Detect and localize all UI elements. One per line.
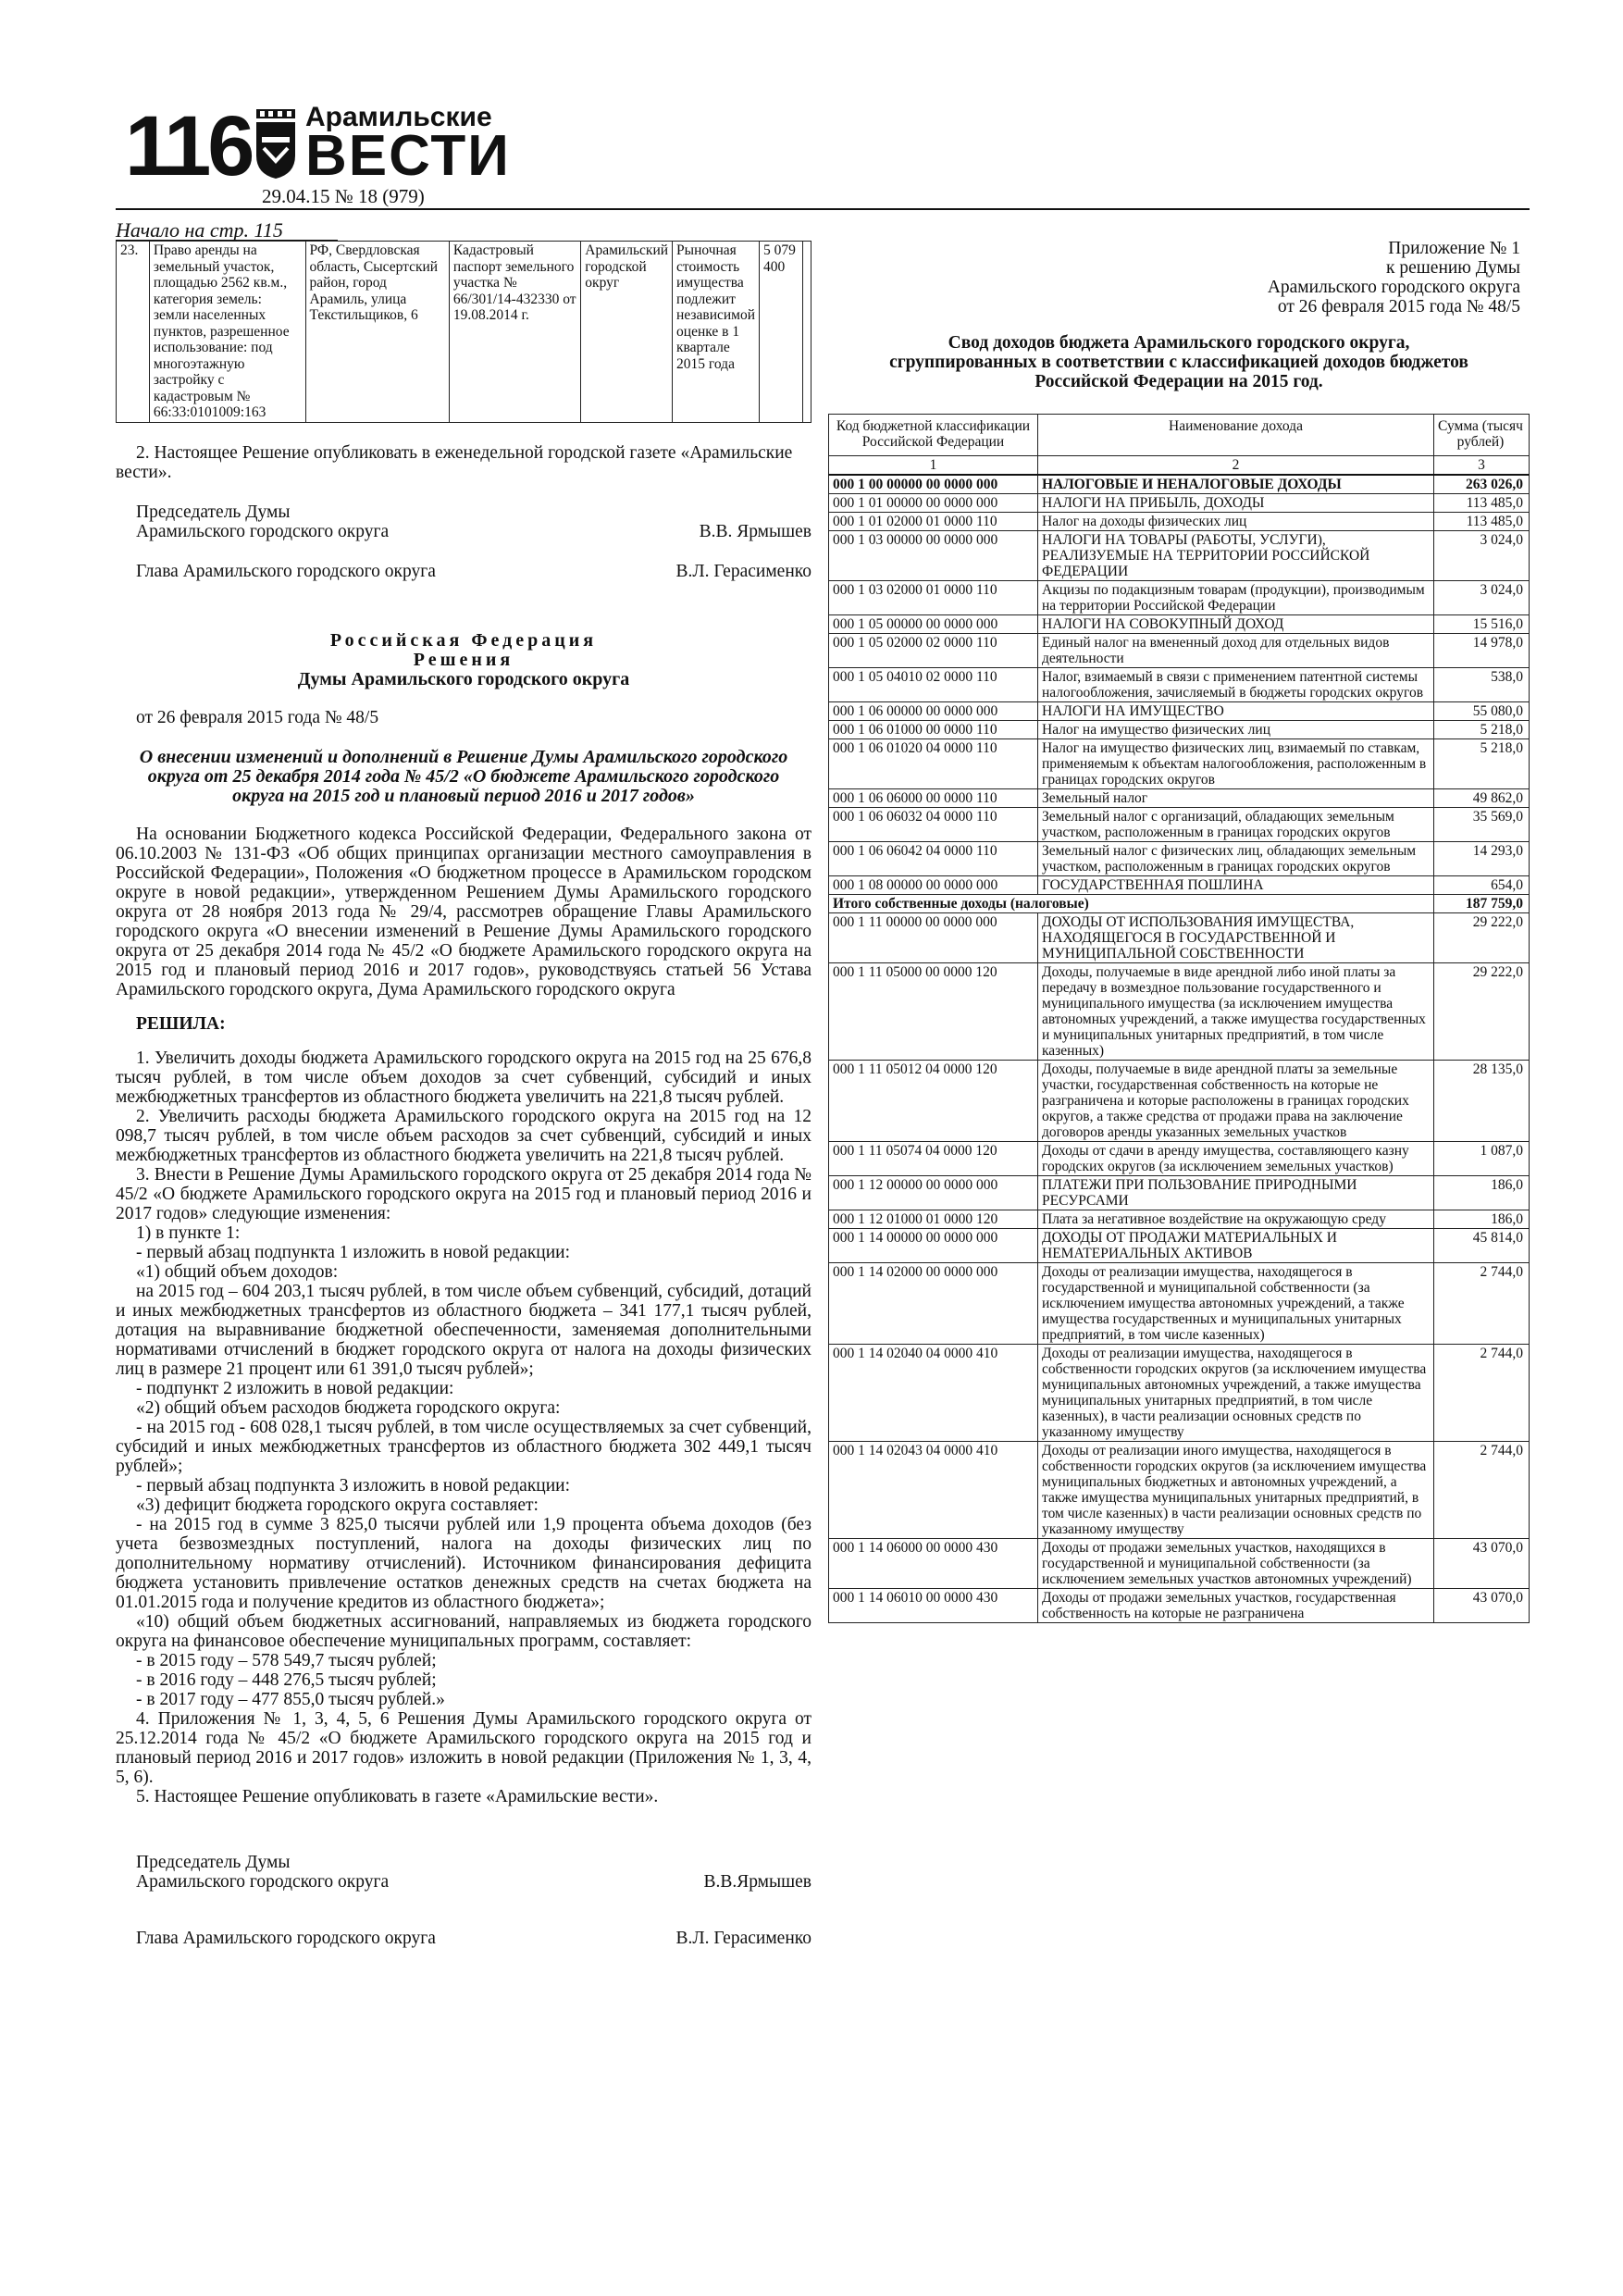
revenue-name: Земельный налог с физических лиц, обладающих земельным участком, расположенным в границах городских округов xyxy=(1038,842,1434,876)
signature-name: В.Л. Герасименко xyxy=(675,1928,812,1948)
lot-owner: Арамильский городской округ xyxy=(581,242,673,423)
revenue-name: ДОХОДЫ ОТ ПРОДАЖИ МАТЕРИАЛЬНЫХ И НЕМАТЕРИАЛЬНЫХ АКТИВОВ xyxy=(1038,1229,1434,1263)
revenue-code: 000 1 06 01020 04 0000 110 xyxy=(829,739,1038,789)
revenue-sum: 15 516,0 xyxy=(1434,615,1530,634)
revenue-sum: 654,0 xyxy=(1434,876,1530,895)
decision-item: на 2015 год – 604 203,1 тысяч рублей, в том числе объем субвенций, субсидий, дотаций и иных межбюджетных трансфертов из областного бюджета – 341 177,1 тысяч рублей, дотация на выравнивание бюджетной обеспеченности, заменяемая дополнительными нормативами отчислений в бюджет городского округа от налога на доходы физических лиц в размере 21 процент или 61 391,0 тысяч рублей»; xyxy=(116,1281,812,1379)
table-row xyxy=(829,615,1530,634)
lot-empty-cell xyxy=(803,242,812,423)
signature-role: Председатель Думы Арамильского городского округа xyxy=(136,502,390,541)
revenue-code: 000 1 11 05074 04 0000 120 xyxy=(829,1142,1038,1176)
revenue-sum: 2 744,0 xyxy=(1434,1442,1530,1539)
revenue-sum: 29 222,0 xyxy=(1434,963,1530,1061)
appendix-note: Приложение № 1 к решению Думы Арамильского городского округа от 26 февраля 2015 года № 48/5 xyxy=(1267,239,1520,316)
revenue-name: НАЛОГИ НА СОВОКУПНЫЙ ДОХОД xyxy=(1038,615,1434,634)
revenue-name: ДОХОДЫ ОТ ИСПОЛЬЗОВАНИЯ ИМУЩЕСТВА, НАХОДЯЩЕГОСЯ В ГОСУДАРСТВЕННОЙ И МУНИЦИПАЛЬНОЙ СОБСТВЕННОСТИ xyxy=(1038,913,1434,963)
decision-item: - в 2017 году – 477 855,0 тысяч рублей.» xyxy=(136,1689,445,1709)
decision-date: от 26 февраля 2015 года № 48/5 xyxy=(136,707,379,727)
revenue-code: 000 1 01 00000 00 0000 000 xyxy=(829,494,1038,513)
signature-block xyxy=(116,1853,812,1892)
revenue-sum: 2 744,0 xyxy=(1434,1263,1530,1345)
revenue-name: Доходы от реализации имущества, находящегося в государственной и муниципальной собственности (за исключением имущества автономных учреждений, а также имущества государственных и муниципальных унитарных предприятий, в том числе казенных) xyxy=(1038,1263,1434,1345)
decision-item: «3) дефицит бюджета городского округа составляет: xyxy=(136,1495,539,1515)
column-number-row xyxy=(829,456,1530,476)
revenue-sum: 113 485,0 xyxy=(1434,494,1530,513)
revenue-code: 000 1 12 00000 00 0000 000 xyxy=(829,1176,1038,1210)
revenue-sum: 45 814,0 xyxy=(1434,1229,1530,1263)
table-row xyxy=(829,475,1530,494)
left-column xyxy=(116,215,812,1948)
revenue-name: НАЛОГОВЫЕ И НЕНАЛОГОВЫЕ ДОХОДЫ xyxy=(1038,475,1434,494)
decision-item: - первый абзац подпункта 3 изложить в новой редакции: xyxy=(136,1475,571,1496)
publish-note: 2. Настоящее Решение опубликовать в еженедельной городской газете «Арамильские вести». xyxy=(116,442,793,482)
table-row xyxy=(829,634,1530,668)
table-row xyxy=(829,789,1530,808)
revenue-sum: 3 024,0 xyxy=(1434,531,1530,581)
revenue-code: 000 1 05 02000 02 0000 110 xyxy=(829,634,1038,668)
revenue-sum: 49 862,0 xyxy=(1434,789,1530,808)
lot-number: 23. xyxy=(117,242,150,423)
table-row xyxy=(829,668,1530,702)
revenue-name: Земельный налог с организаций, обладающих земельным участком, расположенным в границах городских округов xyxy=(1038,808,1434,842)
revenue-name: Доходы от продажи земельных участков, находящихся в государственной и муниципальной собственности (за исключением земельных участков автономных учреждений) xyxy=(1038,1539,1434,1589)
preamble: На основании Бюджетного кодекса Российской Федерации, Федерального закона от 06.10.2003 № 131-ФЗ «Об общих принципах организации местного самоуправления в Российской Федерации», Положения «О бюджетном процессе в Арамильском городском округе в новой редакции», утвержденном Решением Думы Арамильского городского округа от 28 ноября 2013 года № 29/4, рассмотрев обращение Главы Арамильского городского округа «О внесении изменений в Решение Думы Арамильского городского округа от 25 декабря 2014 года № 45/2 «О бюджете Арамильского городского округа на 2015 год и плановый период 2016 и 2017 годов», руководствуясь статьей 56 Устава Арамильского городского округа, Дума Арамильского городского округа xyxy=(116,824,812,999)
revenue-name: Налог на имущество физических лиц, взимаемый по ставкам, применяемым к объектам налогообложения, расположенным в границах городских округов xyxy=(1038,739,1434,789)
header-rule xyxy=(116,208,1530,210)
revenue-code: 000 1 11 00000 00 0000 000 xyxy=(829,913,1038,963)
table-row xyxy=(829,1176,1530,1210)
revenue-sum: 29 222,0 xyxy=(1434,913,1530,963)
table-row xyxy=(117,242,812,423)
revenue-name: Земельный налог xyxy=(1038,789,1434,808)
signature-name: В.В. Ярмышев xyxy=(699,521,812,541)
signature-role: Председатель Думы Арамильского городского округа xyxy=(136,1852,390,1892)
revenue-sum: 5 218,0 xyxy=(1434,739,1530,789)
heading-rf: Российская Федерация xyxy=(329,629,598,651)
revenue-name: Доходы от реализации иного имущества, находящегося в собственности городских округов (за исключением имущества муниципальных бюджетных и автономных учреждений, а также имущества муниципальных унитарных предприятий, в том числе казенных) в части реализации основных средств по указанному имуществу xyxy=(1038,1442,1434,1539)
revenue-name: Налог на доходы физических лиц xyxy=(1038,513,1434,531)
signature-block xyxy=(116,562,812,581)
revenue-name: Доходы, получаемые в виде арендной либо иной платы за передачу в возмездное пользование государственного и муниципального имущества (за исключением имущества автономных учреждений, а также имущества государственных и муниципальных унитарных предприятий, в том числе казенных) xyxy=(1038,963,1434,1061)
revenue-code: 000 1 06 00000 00 0000 000 xyxy=(829,702,1038,721)
decision-item: 4. Приложения № 1, 3, 4, 5, 6 Решения Думы Арамильского городского округа от 25.12.2014 года № 45/2 «О бюджете Арамильского городского округа на 2015 год и плановый период 2016 и 2017 годов» изложить в новой редакции (Приложения № 1, 3, 4, 5, 6). xyxy=(116,1708,812,1787)
revenue-code: 000 1 14 06000 00 0000 430 xyxy=(829,1539,1038,1589)
table-row xyxy=(829,1142,1530,1176)
column-number: 3 xyxy=(1434,456,1530,476)
decision-item: 2. Увеличить расходы бюджета Арамильского городского округа на 2015 год на 12 098,7 тысяч рублей, в том числе объем расходов за счет субвенций, субсидий и иных межбюджетных трансфертов из областного бюджета увеличить на 221,8 тысяч рублей. xyxy=(116,1106,812,1165)
revenue-sum: 113 485,0 xyxy=(1434,513,1530,531)
revenue-code: 000 1 06 06032 04 0000 110 xyxy=(829,808,1038,842)
table-row xyxy=(829,702,1530,721)
issue-info: 29.04.15 № 18 (979) xyxy=(262,185,425,207)
revenue-sum: 43 070,0 xyxy=(1434,1589,1530,1623)
revenue-code: 000 1 12 01000 01 0000 120 xyxy=(829,1210,1038,1229)
heading-duma: Думы Арамильского городского округа xyxy=(297,668,630,689)
revenue-code: 000 1 14 02043 04 0000 410 xyxy=(829,1442,1038,1539)
table-row xyxy=(829,494,1530,513)
revenue-code: 000 1 01 02000 01 0000 110 xyxy=(829,513,1038,531)
revenue-code: 000 1 03 02000 01 0000 110 xyxy=(829,581,1038,615)
column-header-code: Код бюджетной классификации Российской Федерации xyxy=(829,415,1038,456)
decision-item: - подпункт 2 изложить в новой редакции: xyxy=(136,1378,454,1398)
revenue-name: Плата за негативное воздействие на окружающую среду xyxy=(1038,1210,1434,1229)
table-row xyxy=(829,808,1530,842)
table-row xyxy=(829,913,1530,963)
column-number: 2 xyxy=(1038,456,1434,476)
page-number: 116 xyxy=(125,99,252,193)
revenue-code: 000 1 06 06042 04 0000 110 xyxy=(829,842,1038,876)
decision-item: 3. Внести в Решение Думы Арамильского городского округа от 25 декабря 2014 года № 45/2 «О бюджете Арамильского городского округа на 2015 год и плановый период 2016 и 2017 годов» следующие изменения: xyxy=(116,1164,812,1223)
table-row xyxy=(829,1061,1530,1142)
table-row xyxy=(829,1345,1530,1442)
revenue-sum: 3 024,0 xyxy=(1434,581,1530,615)
table-row xyxy=(829,895,1530,913)
heading-decisions: Решения xyxy=(413,649,514,670)
decision-item: «1) общий объем доходов: xyxy=(136,1261,339,1282)
revenue-sum: 186,0 xyxy=(1434,1176,1530,1210)
signature-role: Глава Арамильского городского округа xyxy=(136,1928,436,1948)
table-row xyxy=(829,721,1530,739)
revenue-table-body xyxy=(829,475,1530,1623)
table-row xyxy=(829,842,1530,876)
signature-block xyxy=(116,503,812,541)
table-row xyxy=(829,531,1530,581)
decision-item: «10) общий объем бюджетных ассигнований, направляемых из бюджета городского округа на финансовое обеспечение муниципальных программ, составляет: xyxy=(116,1611,812,1651)
column-header-sum: Сумма (тысяч рублей) xyxy=(1434,415,1530,456)
city-emblem-icon xyxy=(254,109,297,180)
revenue-table-title: Свод доходов бюджета Арамильского городского округа, сгруппированных в соответствии с классификацией доходов бюджетов Российской Федерации на 2015 год. xyxy=(889,333,1468,391)
revenue-code: 000 1 05 00000 00 0000 000 xyxy=(829,615,1038,634)
revenue-sum: 263 026,0 xyxy=(1434,475,1530,494)
decision-item: 1) в пункте 1: xyxy=(136,1222,241,1243)
revenue-name: Доходы, получаемые в виде арендной платы за земельные участки, государственная собственность на которые не разграничена и которые расположены в границах городских округов, а также средства от продажи права на заключение договоров аренды указанных земельных участков xyxy=(1038,1061,1434,1142)
revenue-sum: 14 293,0 xyxy=(1434,842,1530,876)
table-row xyxy=(829,513,1530,531)
revenue-name: Единый налог на вмененный доход для отдельных видов деятельности xyxy=(1038,634,1434,668)
masthead-title: ВЕСТИ xyxy=(305,124,511,188)
revenue-sum: 43 070,0 xyxy=(1434,1539,1530,1589)
column-header-name: Наименование дохода xyxy=(1038,415,1434,456)
table-row xyxy=(829,1229,1530,1263)
table-row xyxy=(829,1210,1530,1229)
table-row xyxy=(829,581,1530,615)
decision-item: 5. Настоящее Решение опубликовать в газете «Арамильские вести». xyxy=(136,1786,659,1806)
revenue-code: 000 1 00 00000 00 0000 000 xyxy=(829,475,1038,494)
revenue-name: НАЛОГИ НА ПРИБЫЛЬ, ДОХОДЫ xyxy=(1038,494,1434,513)
revenue-code: Итого собственные доходы (налоговые) xyxy=(829,895,1434,913)
revenue-name: ГОСУДАРСТВЕННАЯ ПОШЛИНА xyxy=(1038,876,1434,895)
table-row xyxy=(829,739,1530,789)
revenue-code: 000 1 06 06000 00 0000 110 xyxy=(829,789,1038,808)
table-header-row xyxy=(829,415,1530,456)
decision-item: - в 2015 году – 578 549,7 тысяч рублей; xyxy=(136,1650,437,1670)
revenue-sum: 2 744,0 xyxy=(1434,1345,1530,1442)
revenue-sum: 186,0 xyxy=(1434,1210,1530,1229)
revenue-code: 000 1 14 00000 00 0000 000 xyxy=(829,1229,1038,1263)
signature-name: В.Л. Герасименко xyxy=(675,561,812,581)
revenue-sum: 538,0 xyxy=(1434,668,1530,702)
masthead-city: Арамильские xyxy=(305,102,492,132)
table-row xyxy=(829,1539,1530,1589)
revenue-name: Акцизы по подакцизным товарам (продукции), производимым на территории Российской Федерации xyxy=(1038,581,1434,615)
signature-block xyxy=(116,1929,812,1948)
decision-item: - на 2015 год в сумме 3 825,0 тысячи рублей или 1,9 процента объема доходов (без учета безвозмездных поступлений, налога на доходы физических лиц по дополнительному нормативу отчислений). Источником финансирования дефицита бюджета установить привлечение остатков денежных средств на счетах бюджета на 01.01.2015 года и получение кредитов из областного бюджета»; xyxy=(116,1514,812,1612)
table-row xyxy=(829,963,1530,1061)
decision-item: - в 2016 году – 448 276,5 тысяч рублей; xyxy=(136,1669,437,1690)
revenue-name: Налог, взимаемый в связи с применением патентной системы налогообложения, зачисляемый в бюджеты городских округов xyxy=(1038,668,1434,702)
revenue-code: 000 1 05 04010 02 0000 110 xyxy=(829,668,1038,702)
decision-title: О внесении изменений и дополнений в Решение Думы Арамильского городского округа от 25 декабря 2014 года № 45/2 «О бюджете Арамильского городского округа на 2015 год и плановый период 2016 и 2017 годов» xyxy=(139,746,788,806)
table-row xyxy=(829,1263,1530,1345)
lot-address: РФ, Свердловская область, Сысертский район, город Арамиль, улица Текстильщиков, 6 xyxy=(305,242,449,423)
revenue-code: 000 1 14 02000 00 0000 000 xyxy=(829,1263,1038,1345)
continued-note: Начало на стр. 115 xyxy=(116,220,338,241)
revenue-code: 000 1 08 00000 00 0000 000 xyxy=(829,876,1038,895)
revenue-name: Доходы от сдачи в аренду имущества, составляющего казну городских округов (за исключением земельных участков) xyxy=(1038,1142,1434,1176)
decision-item: - на 2015 год - 608 028,1 тысяч рублей, в том числе осуществляемых за счет субвенций, субсидий и иных межбюджетных трансфертов из областного бюджета 302 449,1 тысяч рублей»; xyxy=(116,1417,812,1476)
column-number: 1 xyxy=(829,456,1038,476)
revenue-name: Налог на имущество физических лиц xyxy=(1038,721,1434,739)
revenue-sum: 187 759,0 xyxy=(1434,895,1530,913)
revenue-sum: 5 218,0 xyxy=(1434,721,1530,739)
revenue-code: 000 1 14 06010 00 0000 430 xyxy=(829,1589,1038,1623)
revenue-code: 000 1 14 02040 04 0000 410 xyxy=(829,1345,1038,1442)
lot-object: Право аренды на земельный участок, площадью 2562 кв.м., категория земель: земли населенных пунктов, разрешенное использование: под многоэтажную застройку с кадастровым № 66:33:0101009:163 xyxy=(149,242,305,423)
revenue-name: НАЛОГИ НА ИМУЩЕСТВО xyxy=(1038,702,1434,721)
revenue-code: 000 1 03 00000 00 0000 000 xyxy=(829,531,1038,581)
decision-item: 1. Увеличить доходы бюджета Арамильского городского округа на 2015 год на 25 676,8 тысяч рублей, в том числе объем доходов за счет субвенций, субсидий и иных межбюджетных трансфертов из областного бюджета увеличить на 221,8 тысяч рублей. xyxy=(116,1048,812,1107)
revenue-name: Доходы от реализации имущества, находящегося в собственности городских округов (за исключением имущества муниципальных автономных учреждений, а также имущества муниципальных унитарных предприятий, в том числе казенных), в части реализации основных средств по указанному имуществу xyxy=(1038,1345,1434,1442)
revenue-name: НАЛОГИ НА ТОВАРЫ (РАБОТЫ, УСЛУГИ), РЕАЛИЗУЕМЫЕ НА ТЕРРИТОРИИ РОССИЙСКОЙ ФЕДЕРАЦИИ xyxy=(1038,531,1434,581)
revenue-name: ПЛАТЕЖИ ПРИ ПОЛЬЗОВАНИЕ ПРИРОДНЫМИ РЕСУРСАМИ xyxy=(1038,1176,1434,1210)
table-row xyxy=(829,876,1530,895)
revenue-code: 000 1 11 05000 00 0000 120 xyxy=(829,963,1038,1061)
decision-item: - первый абзац подпункта 1 изложить в новой редакции: xyxy=(136,1242,571,1262)
decision-item: «2) общий объем расходов бюджета городского округа: xyxy=(136,1397,561,1418)
revenue-sum: 55 080,0 xyxy=(1434,702,1530,721)
signature-name: В.В.Ярмышев xyxy=(703,1871,812,1892)
decision-body xyxy=(116,825,812,1806)
right-column xyxy=(828,239,1530,1623)
lot-table xyxy=(116,241,812,423)
lot-price: 5 079 400 xyxy=(760,242,803,423)
revenue-sum: 28 135,0 xyxy=(1434,1061,1530,1142)
revenue-name: Доходы от продажи земельных участков, государственная собственность на которые не разграничена xyxy=(1038,1589,1434,1623)
resolved-heading: РЕШИЛА: xyxy=(136,1013,226,1034)
revenue-sum: 35 569,0 xyxy=(1434,808,1530,842)
table-row xyxy=(829,1589,1530,1623)
revenue-code: 000 1 06 01000 00 0000 110 xyxy=(829,721,1038,739)
lot-basis: Рыночная стоимость имущества подлежит независимой оценке в 1 квартале 2015 года xyxy=(673,242,760,423)
signature-role: Глава Арамильского городского округа xyxy=(136,561,436,581)
revenue-table xyxy=(828,414,1530,1623)
table-row xyxy=(829,1442,1530,1539)
revenue-sum: 14 978,0 xyxy=(1434,634,1530,668)
lot-document: Кадастровый паспорт земельного участка № 66/301/14-432330 от 19.08.2014 г. xyxy=(449,242,580,423)
revenue-code: 000 1 11 05012 04 0000 120 xyxy=(829,1061,1038,1142)
revenue-sum: 1 087,0 xyxy=(1434,1142,1530,1176)
